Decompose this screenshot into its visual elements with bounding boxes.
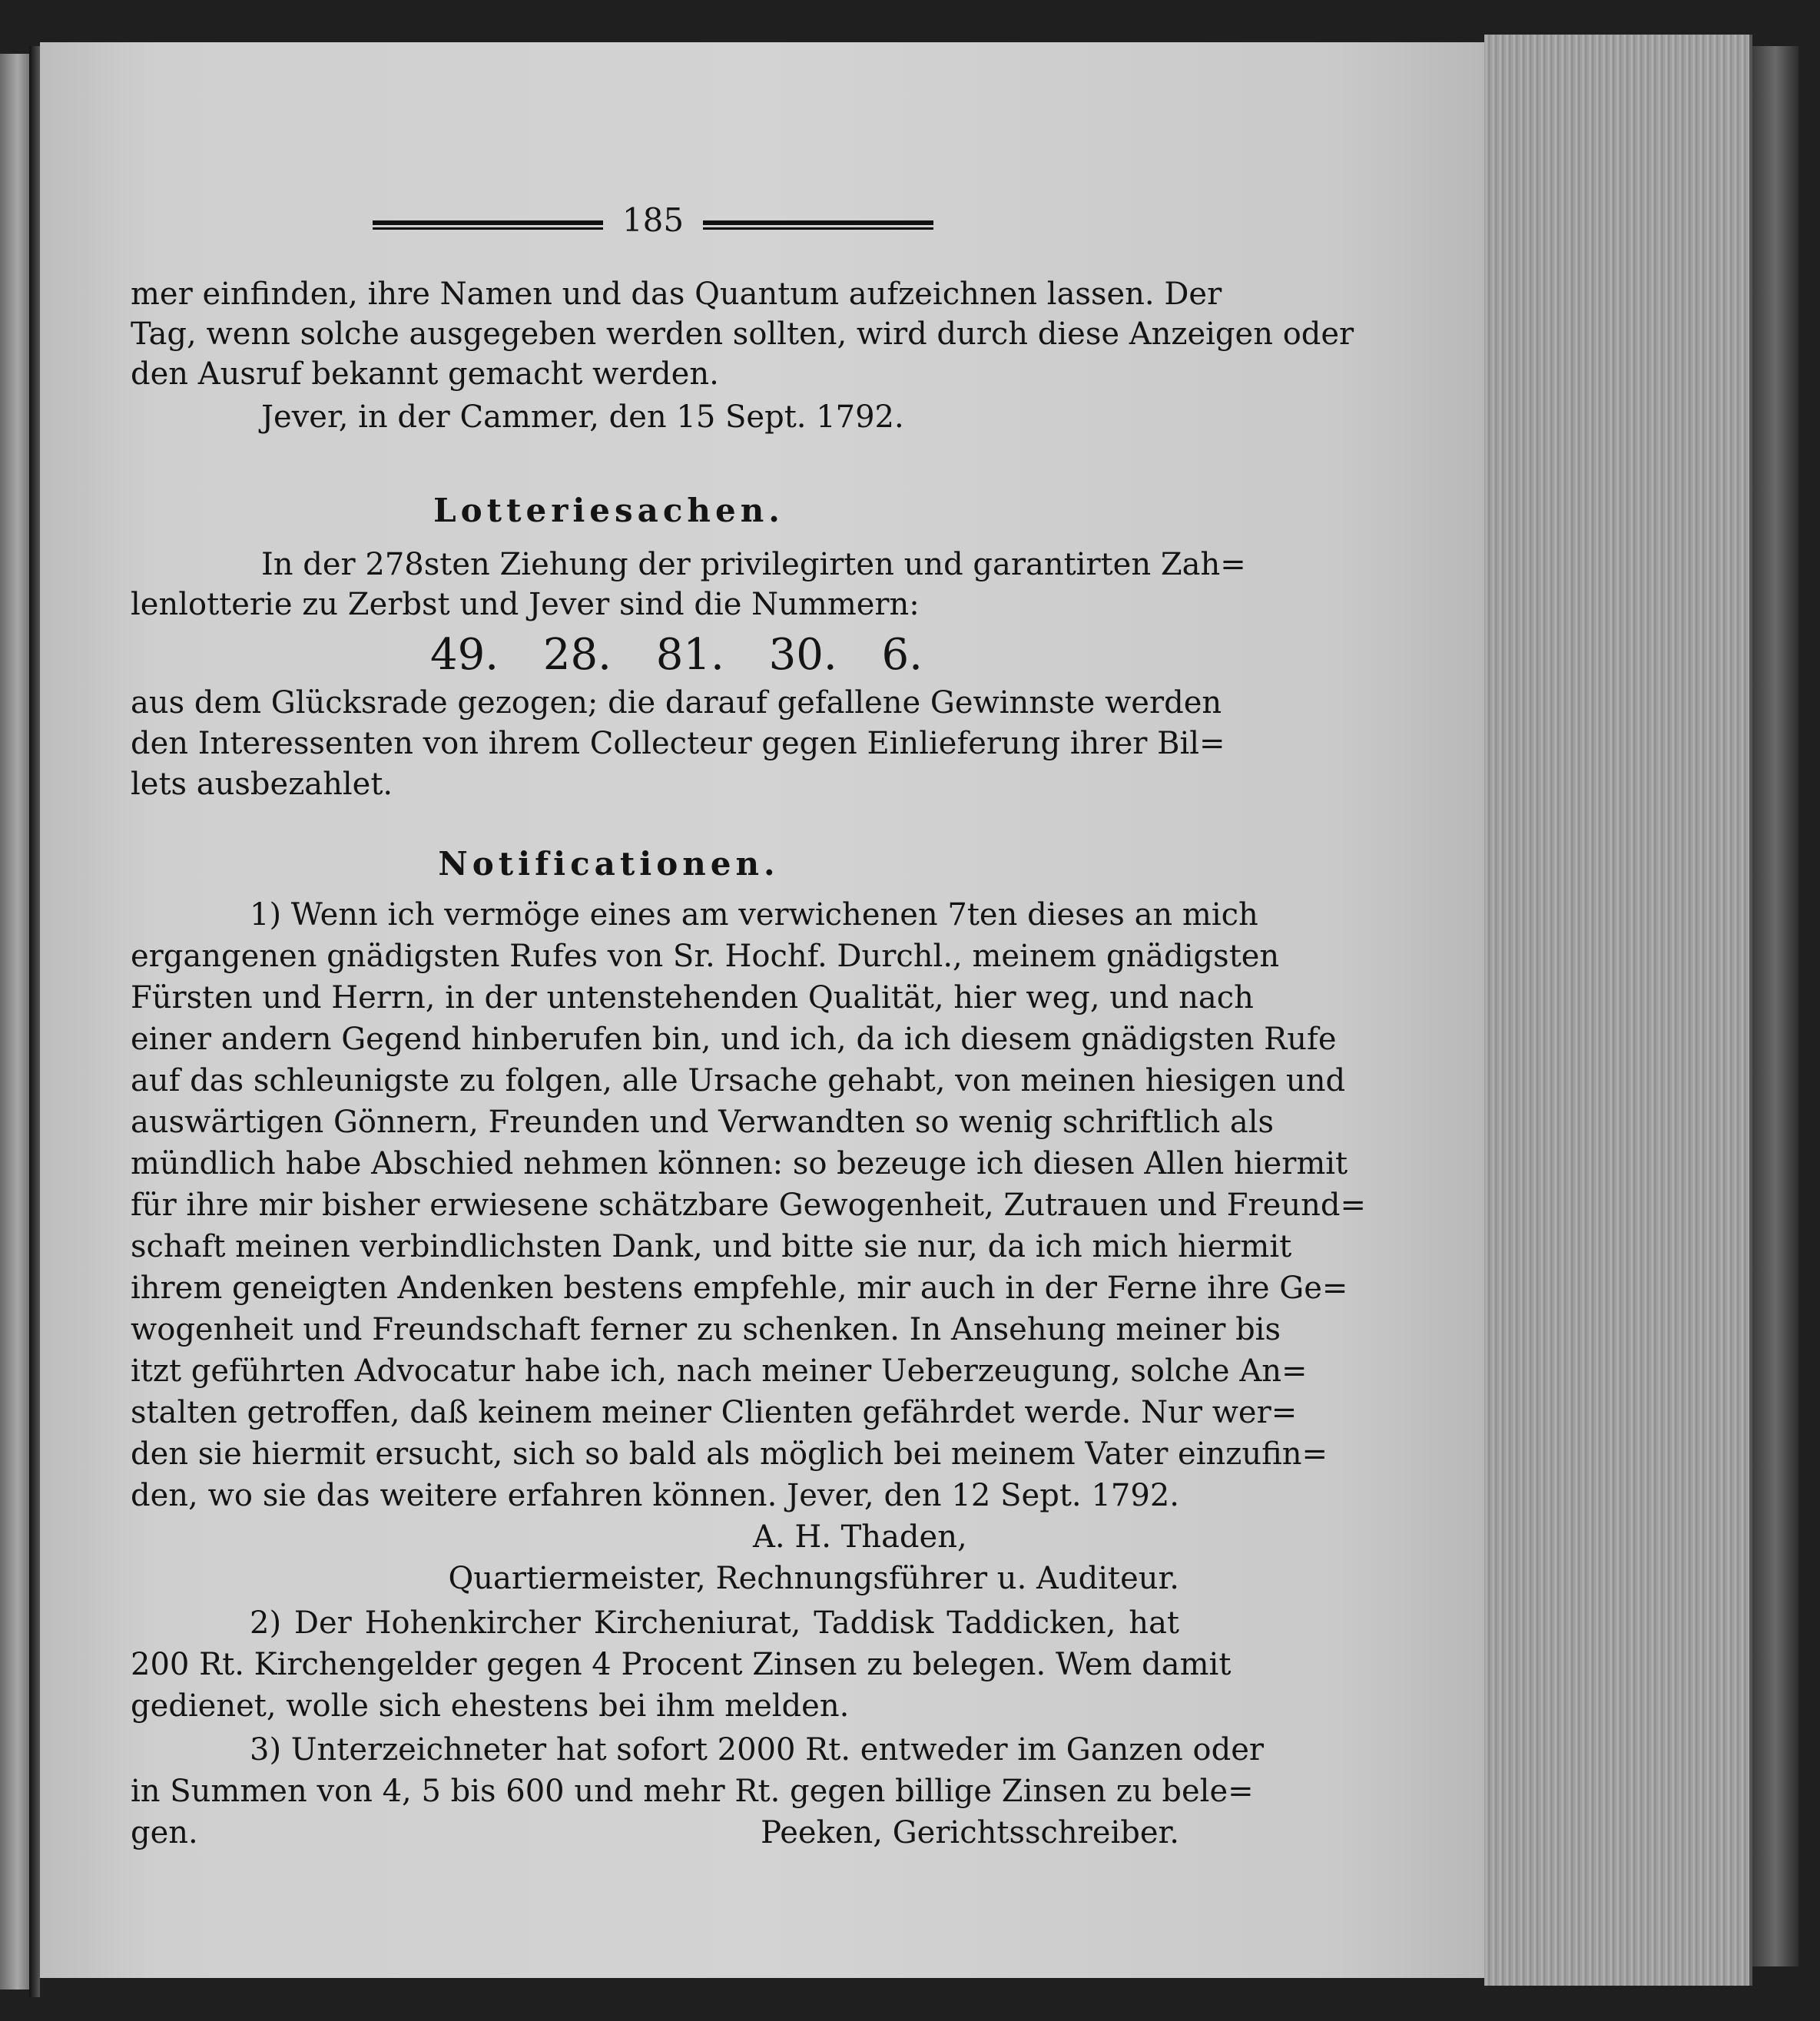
text-line: den sie hiermit ersucht, sich so bald als möglich bei meinem Vater einzufin= — [131, 1436, 1328, 1472]
text-line: stalten getroffen, daß keinem meiner Clienten gefährdet werde. Nur wer= — [131, 1395, 1298, 1430]
signature-peeken: Peeken, Gerichtsschreiber. — [761, 1815, 1179, 1850]
text-line: den, wo sie das weitere erfahren können. Jever, den 12 Sept. 1792. — [131, 1478, 1179, 1513]
text-line: mündlich habe Abschied nehmen können: so bezeuge ich diesen Allen hiermit — [131, 1146, 1348, 1181]
left-page-edge — [0, 54, 29, 1990]
page-header — [373, 201, 933, 247]
book-gutter — [29, 46, 40, 1997]
text-line: auswärtigen Gönnern, Freunden und Verwandten so wenig schriftlich als — [131, 1105, 1275, 1140]
text-line: gedienet, wolle sich ehestens bei ihm melden. — [131, 1688, 850, 1724]
cover-edge — [1752, 46, 1798, 1966]
signature-name: A. H. Thaden, — [753, 1519, 967, 1555]
text-line: itzt geführten Advocatur habe ich, nach meiner Ueberzeugung, solche An= — [131, 1353, 1308, 1389]
text-line: schaft meinen verbindlichsten Dank, und bitte sie nur, da ich mich hiermit — [131, 1229, 1292, 1264]
page-fore-edge — [1484, 35, 1752, 1986]
text-line: wogenheit und Freundschaft ferner zu schenken. In Ansehung meiner bis — [131, 1312, 1281, 1347]
text-line: Tag, wenn solche ausgegeben werden sollten, wird durch diese Anzeigen oder — [131, 316, 1354, 352]
text-line: den Interessenten von ihrem Collecteur gegen Einlieferung ihrer Bil= — [131, 726, 1225, 761]
section-heading-lottery: Lotteriesachen. — [433, 492, 784, 529]
text-line: für ihre mir bisher erwiesene schätzbare Gewogenheit, Zutrauen und Freund= — [131, 1188, 1366, 1223]
text-line: aus dem Glücksrade gezogen; die darauf gefallene Gewinnste werden — [131, 685, 1222, 721]
text-line: einer andern Gegend hinberufen bin, und ich, da ich diesem gnädigsten Rufe — [131, 1022, 1337, 1057]
signature-title: Quartiermeister, Rechnungsführer u. Auditeur. — [448, 1561, 1179, 1596]
section-heading-notifications: Notificationen. — [438, 845, 780, 883]
text-line: ergangenen gnädigsten Rufes von Sr. Hochf. Durchl., meinem gnädigsten — [131, 939, 1280, 974]
text-line: lets ausbezahlet. — [131, 767, 393, 802]
text-line: 1) Wenn ich vermöge eines am verwichenen 7ten dieses an mich — [250, 897, 1258, 933]
header-rule-right — [703, 220, 933, 231]
lottery-numbers: 49. 28. 81. 30. 6. — [430, 630, 923, 680]
text-line: in Summen von 4, 5 bis 600 und mehr Rt. gegen billige Zinsen zu bele= — [131, 1774, 1254, 1809]
page-number: 185 — [622, 201, 685, 239]
text-fragment: gen. — [131, 1815, 198, 1850]
text-line: 200 Rt. Kirchengelder gegen 4 Procent Zinsen zu belegen. Wem damit — [131, 1647, 1232, 1682]
text-line: mer einfinden, ihre Namen und das Quantum aufzeichnen lassen. Der — [131, 277, 1222, 312]
text-line: ihrem geneigten Andenken bestens empfehle, mir auch in der Ferne ihre Ge= — [131, 1271, 1348, 1306]
text-line: 3) Unterzeichneter hat sofort 2000 Rt. entweder im Ganzen oder — [250, 1732, 1264, 1768]
text-line: den Ausruf bekannt gemacht werden. — [131, 356, 719, 392]
header-rule-left — [373, 220, 603, 231]
text-line: auf das schleunigste zu folgen, alle Ursache gehabt, von meinen hiesigen und — [131, 1063, 1346, 1098]
text-line: Fürsten und Herrn, in der untenstehenden Qualität, hier weg, und nach — [131, 980, 1254, 1015]
text-line: 2) Der Hohenkircher Kircheniurat, Taddisk Taddicken, hat — [250, 1605, 1179, 1641]
text-line: lenlotterie zu Zerbst und Jever sind die Nummern: — [131, 587, 920, 622]
text-line: In der 278sten Ziehung der privilegirten und garantirten Zah= — [261, 547, 1246, 582]
dateline: Jever, in der Cammer, den 15 Sept. 1792. — [261, 399, 904, 435]
